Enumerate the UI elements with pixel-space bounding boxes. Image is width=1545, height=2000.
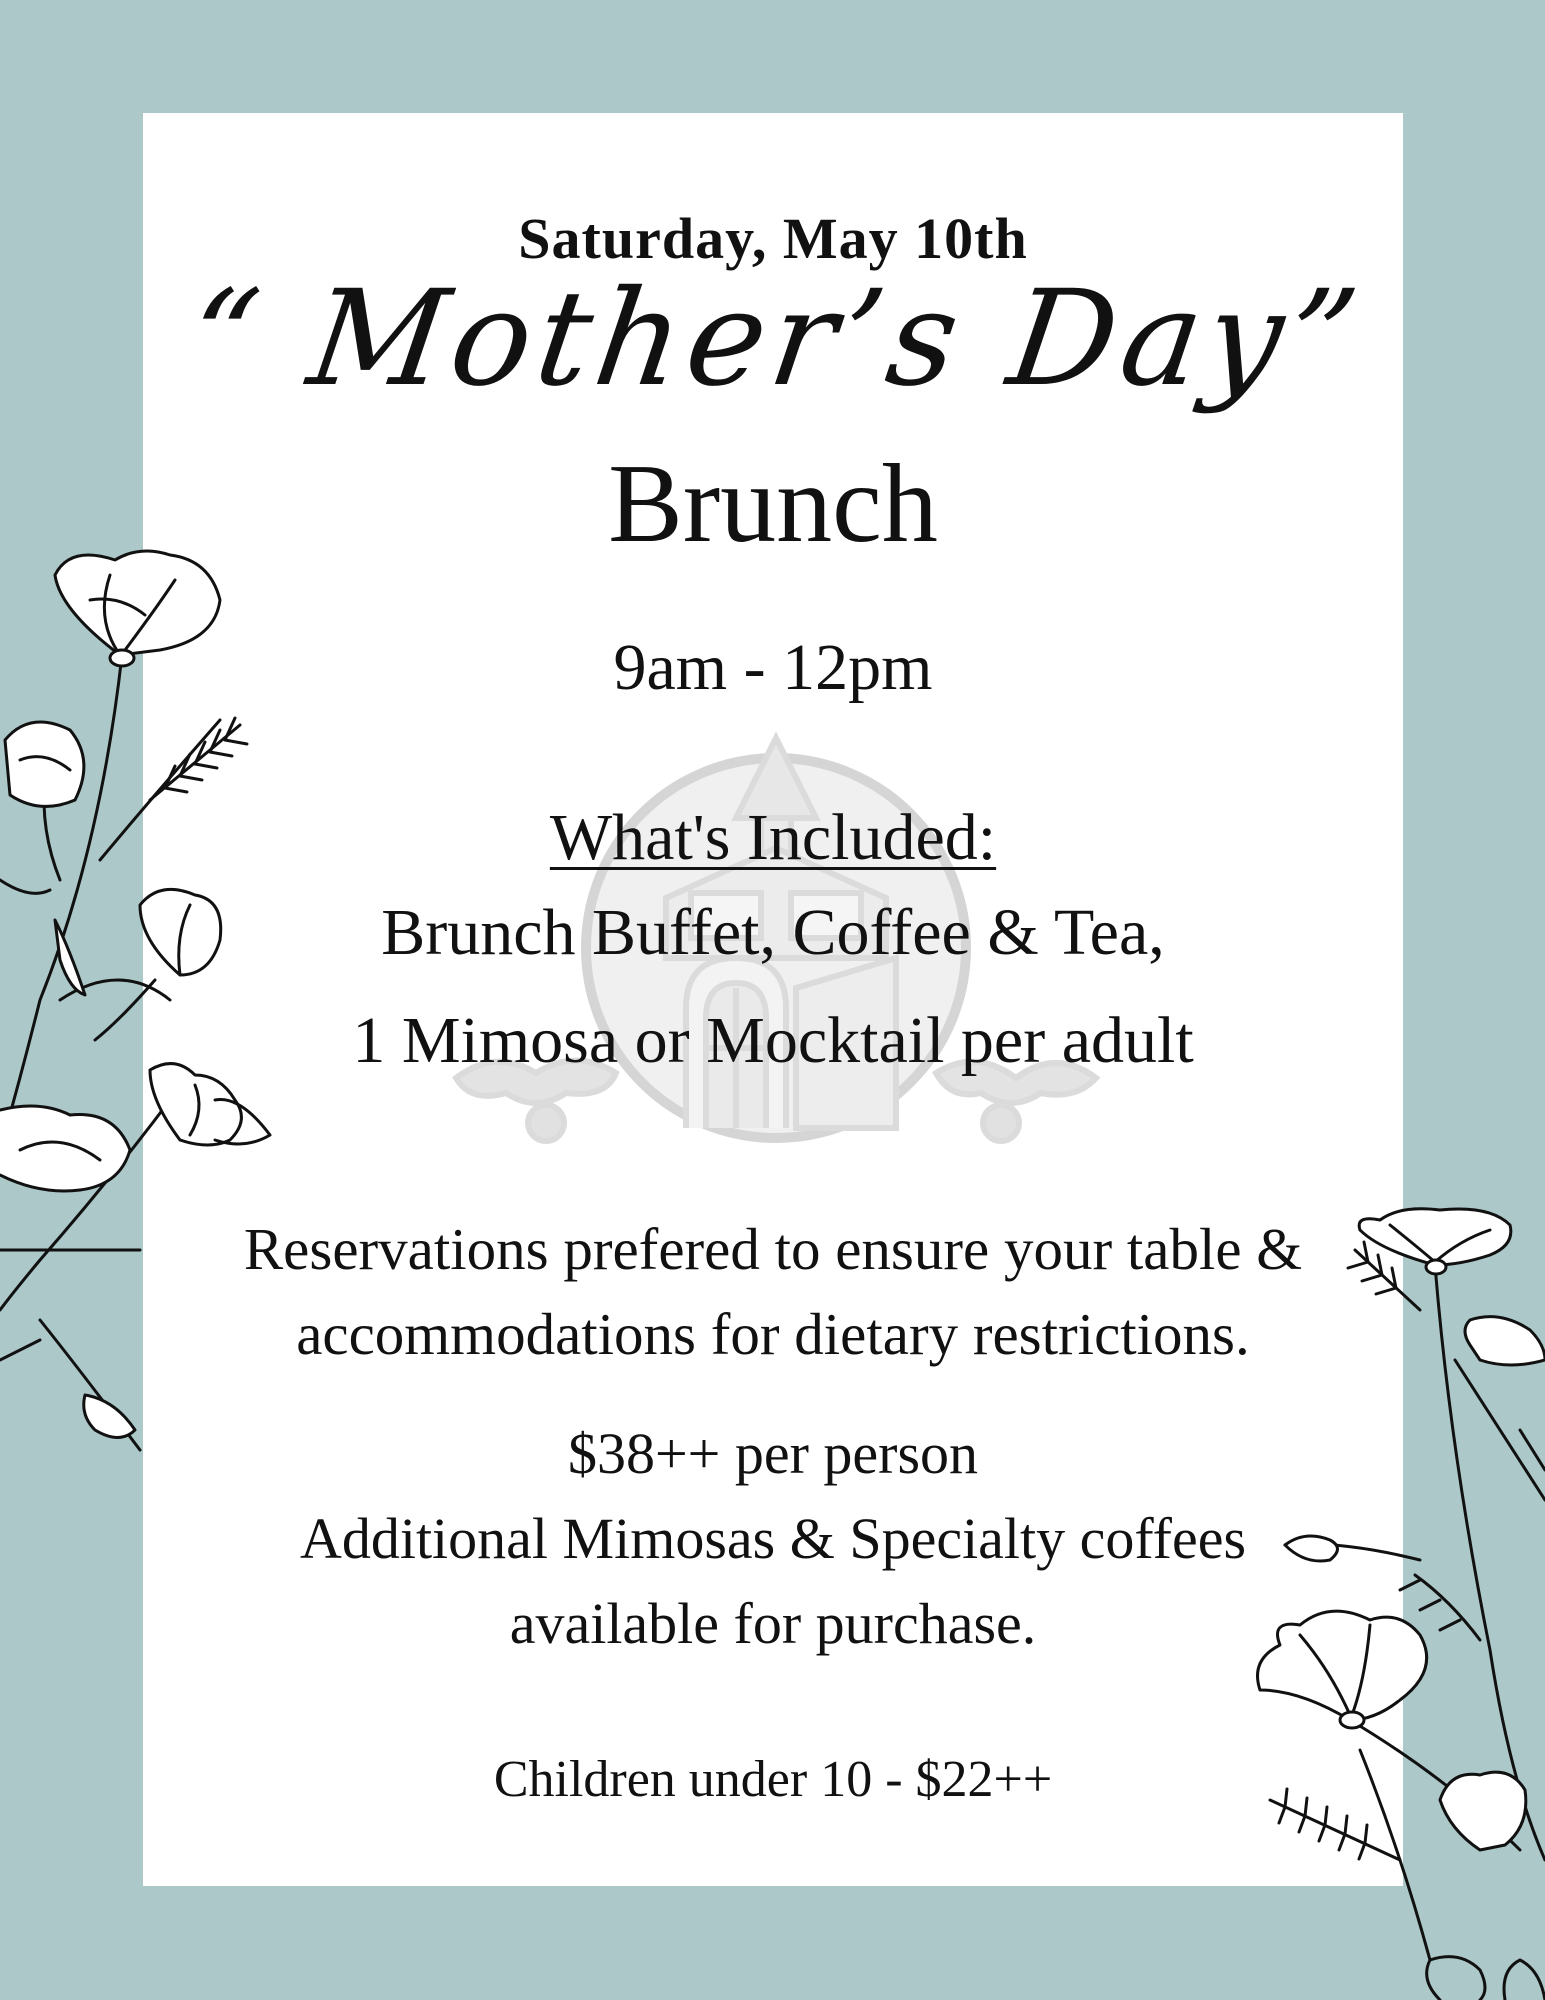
included-line-1: Brunch Buffet, Coffee & Tea, — [381, 896, 1165, 969]
event-time: 9am - 12pm — [613, 631, 933, 704]
included-heading: What's Included: — [549, 801, 997, 874]
reservations-line-1: Reservations prefered to ensure your table & — [243, 1216, 1303, 1282]
event-title-sub: Brunch — [608, 442, 938, 566]
reservations-line-2: accommodations for dietary restrictions. — [296, 1301, 1250, 1367]
children-price: Children under 10 - $22++ — [493, 1751, 1053, 1808]
additional-line-2: available for purchase. — [509, 1591, 1037, 1656]
included-line-2: 1 Mimosa or Mocktail per adult — [352, 1004, 1194, 1077]
additional-line-1: Additional Mimosas & Specialty coffees — [299, 1506, 1247, 1571]
event-date: Saturday, May 10th — [518, 206, 1028, 271]
event-title-script: “ Mother’s Day” — [178, 262, 1373, 416]
price-per-person: $38++ per person — [567, 1421, 979, 1486]
